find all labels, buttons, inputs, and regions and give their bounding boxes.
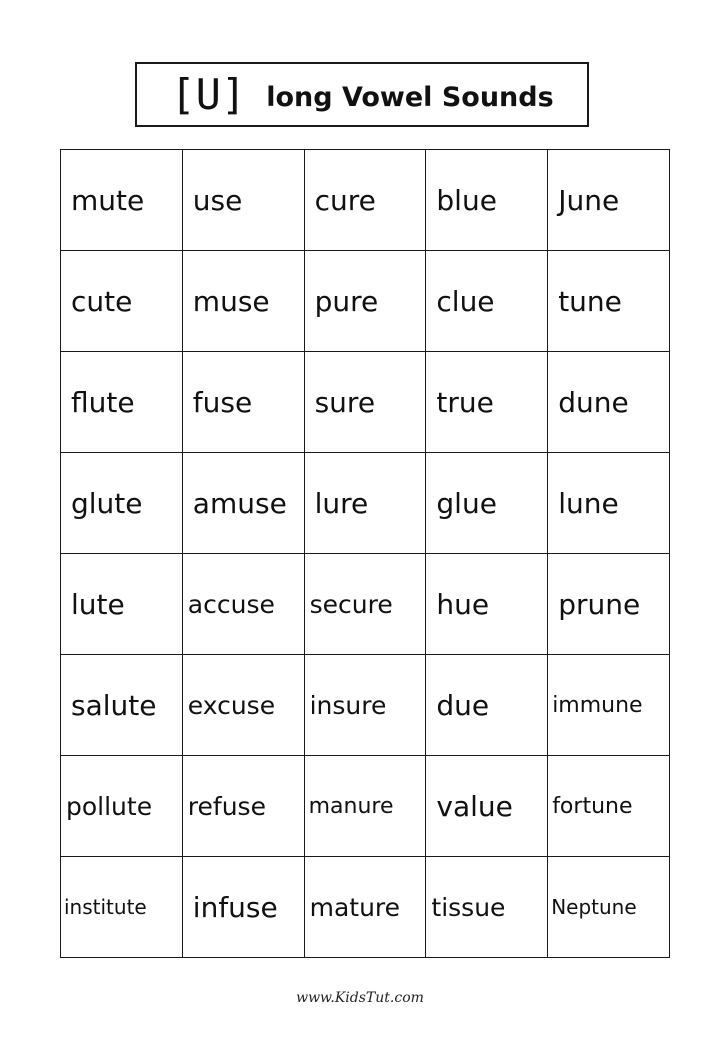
- title-letter: [U]: [170, 69, 247, 119]
- table-row: [61, 756, 670, 857]
- table-row: [61, 150, 670, 251]
- word-cell: amuse: [182, 453, 304, 554]
- word-cell: pure: [304, 251, 426, 352]
- word-cell: dune: [548, 352, 670, 453]
- word-cell: fortune: [548, 756, 670, 857]
- word-cell: June: [548, 150, 670, 251]
- word-cell: refuse: [182, 756, 304, 857]
- word-cell: Neptune: [548, 857, 670, 958]
- word-cell: glute: [61, 453, 183, 554]
- word-cell: flute: [61, 352, 183, 453]
- word-cell: manure: [304, 756, 426, 857]
- word-cell: tune: [548, 251, 670, 352]
- word-cell: lute: [61, 554, 183, 655]
- word-cell: infuse: [182, 857, 304, 958]
- word-cell: lure: [304, 453, 426, 554]
- word-grid: [60, 149, 670, 958]
- footer-website: www.KidsTut.com: [296, 990, 424, 1006]
- title-box: [135, 62, 589, 127]
- word-cell: true: [426, 352, 548, 453]
- word-cell: immune: [548, 655, 670, 756]
- word-cell: mature: [304, 857, 426, 958]
- table-row: [61, 453, 670, 554]
- title-text: long Vowel Sounds: [266, 82, 554, 113]
- word-cell: insure: [304, 655, 426, 756]
- word-cell: accuse: [182, 554, 304, 655]
- word-cell: secure: [304, 554, 426, 655]
- word-cell: prune: [548, 554, 670, 655]
- word-cell: due: [426, 655, 548, 756]
- word-cell: institute: [61, 857, 183, 958]
- word-cell: pollute: [61, 756, 183, 857]
- word-cell: glue: [426, 453, 548, 554]
- word-cell: lune: [548, 453, 670, 554]
- table-row: [61, 251, 670, 352]
- word-cell: excuse: [182, 655, 304, 756]
- word-cell: value: [426, 756, 548, 857]
- word-cell: salute: [61, 655, 183, 756]
- table-row: [61, 554, 670, 655]
- table-row: [61, 655, 670, 756]
- word-cell: cute: [61, 251, 183, 352]
- word-cell: use: [182, 150, 304, 251]
- word-cell: tissue: [426, 857, 548, 958]
- word-cell: fuse: [182, 352, 304, 453]
- word-cell: hue: [426, 554, 548, 655]
- word-cell: blue: [426, 150, 548, 251]
- table-row: [61, 857, 670, 958]
- word-cell: cure: [304, 150, 426, 251]
- word-cell: mute: [61, 150, 183, 251]
- word-cell: sure: [304, 352, 426, 453]
- word-cell: clue: [426, 251, 548, 352]
- word-cell: muse: [182, 251, 304, 352]
- table-row: [61, 352, 670, 453]
